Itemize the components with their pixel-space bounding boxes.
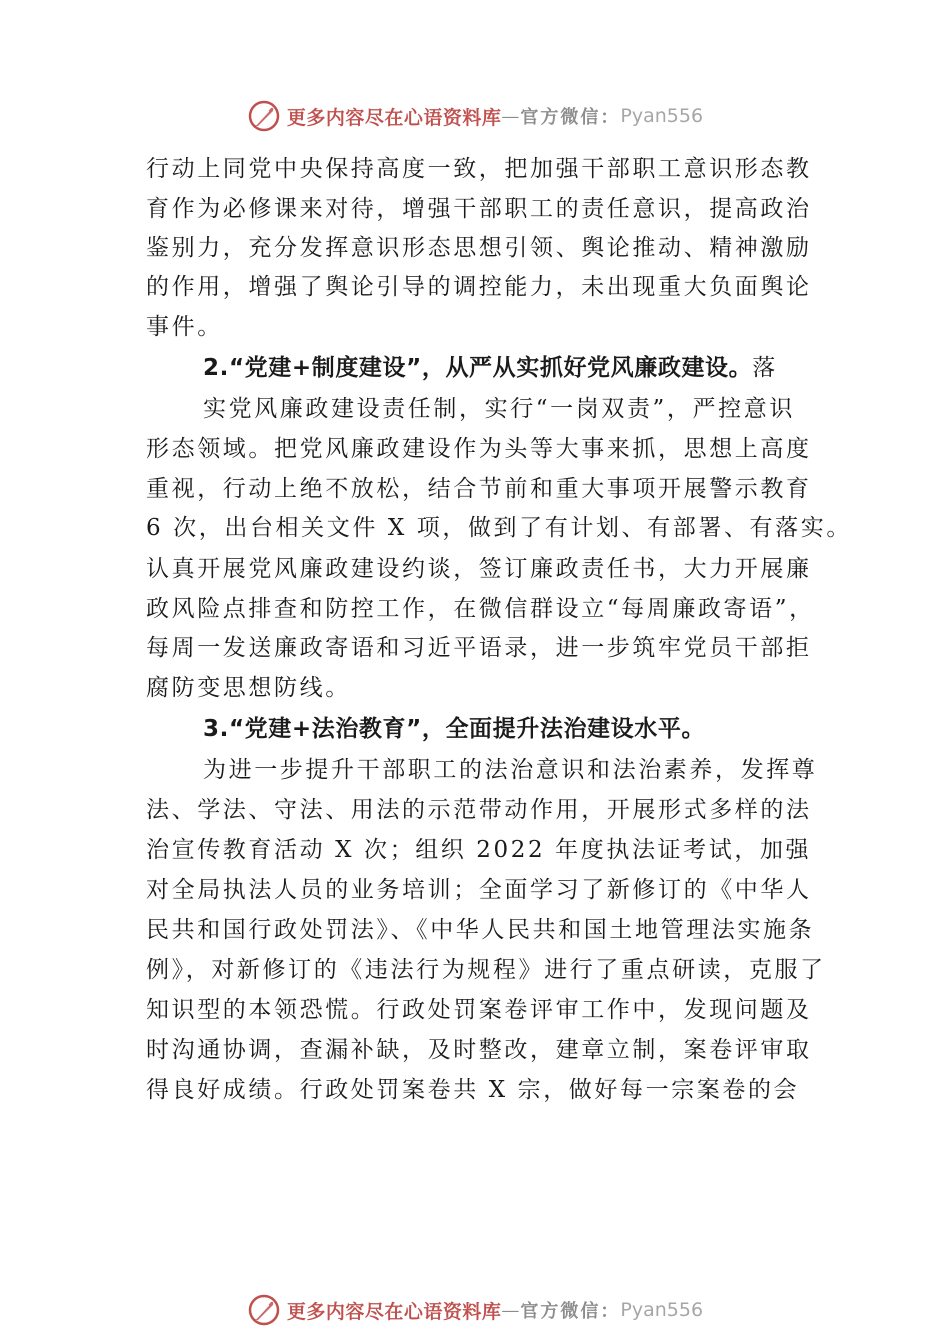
banner-separator: —	[501, 105, 521, 127]
text-line: 形态领域。把党风廉政建设作为头等大事来抓，思想上高度	[146, 436, 812, 462]
brand-name: 更多内容尽在心语资料库	[286, 1300, 502, 1323]
text-line: 时沟通协调，查漏补缺，及时整改，建章立制，案卷评审取	[146, 1037, 812, 1063]
section-heading-text: 2.“党建+制度建设”，从严从实抓好党风廉政建设。	[203, 355, 753, 381]
text-line: 例》，对新修订的《违法行为规程》进行了重点研读，克服了	[146, 957, 826, 983]
text-line: 的作用，增强了舆论引导的调控能力，未出现重大负面舆论	[146, 274, 812, 300]
text-line: 每周一发送廉政寄语和习近平语录，进一步筑牢党员干部拒	[146, 635, 812, 661]
text-line: 6 次，出台相关文件 X 项，做到了有计划、有部署、有落实。	[146, 515, 852, 541]
wechat-label: 官方微信：	[520, 1301, 621, 1322]
text-line: 事件。	[146, 314, 223, 340]
brand-name: 更多内容尽在心语资料库	[286, 106, 502, 129]
text-line: 治宣传教育活动 X 次；组织 2022 年度执法证考试，加强	[146, 837, 812, 863]
text-line: 鉴别力，充分发挥意识形态思想引领、舆论推动、精神激励	[146, 235, 812, 261]
text-line: 得良好成绩。行政处罚案卷共 X 宗，做好每一宗案卷的会	[146, 1077, 800, 1103]
heading-tail-text: 落	[752, 355, 778, 381]
text-line: 实党风廉政建设责任制，实行“一岗双责”，严控意识	[203, 396, 795, 422]
text-line: 法、学法、守法、用法的示范带动作用，开展形式多样的法	[146, 797, 812, 823]
text-line: 重视，行动上绝不放松，结合节前和重大事项开展警示教育	[146, 476, 812, 502]
feather-pen-logo-icon	[247, 99, 281, 133]
text-line: 认真开展党风廉政建设约谈，签订廉政责任书，大力开展廉	[146, 556, 812, 582]
section-heading	[203, 353, 863, 383]
text-line: 行动上同党中央保持高度一致，把加强干部职工意识形态教	[146, 156, 812, 182]
header-banner	[0, 96, 950, 136]
feather-pen-logo-icon	[247, 1293, 281, 1327]
text-line: 对全局执法人员的业务培训；全面学习了新修订的《中华人	[146, 877, 812, 903]
text-line: 腐防变思想防线。	[146, 675, 351, 701]
section-heading: 3.“党建+法治教育”，全面提升法治建设水平。	[203, 716, 706, 742]
text-line: 政风险点排查和防控工作，在微信群设立“每周廉政寄语”，	[146, 596, 815, 622]
wechat-label: 官方微信：	[520, 107, 621, 128]
text-line: 为进一步提升干部职工的法治意识和法治素养，发挥尊	[203, 757, 818, 783]
text-line: 知识型的本领恐慌。行政处罚案卷评审工作中，发现问题及	[146, 997, 812, 1023]
text-line: 育作为必修课来对待，增强干部职工的责任意识，提高政治	[146, 196, 812, 222]
banner-separator: —	[501, 1299, 521, 1321]
text-line: 民共和国行政处罚法》、《中华人民共和国土地管理法实施条	[146, 917, 815, 943]
footer-banner	[0, 1290, 950, 1330]
wechat-id: Pyan556	[620, 1299, 704, 1321]
wechat-id: Pyan556	[620, 105, 704, 127]
